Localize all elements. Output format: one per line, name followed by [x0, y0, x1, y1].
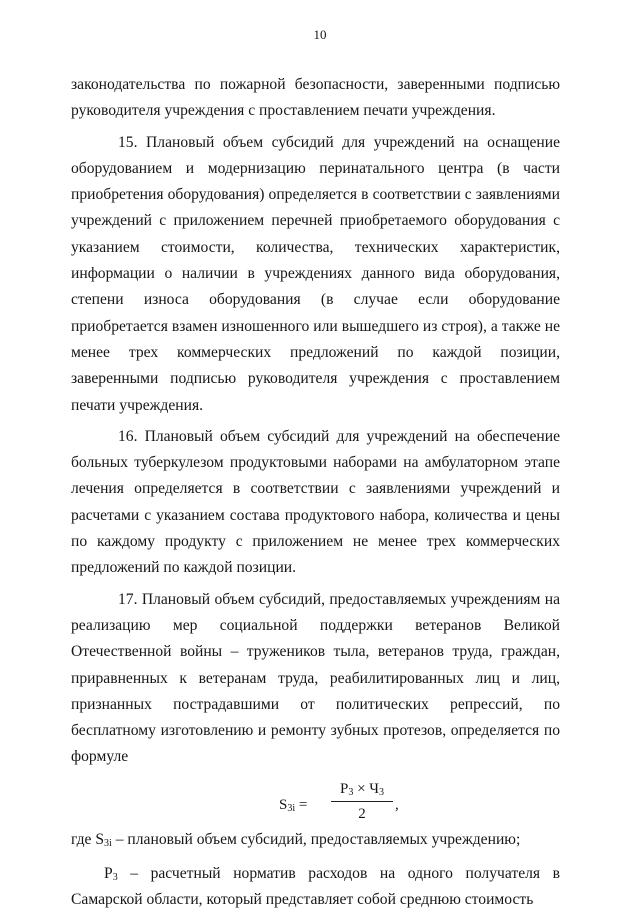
paragraph-15: 15. Плановый объем субсидий для учреждений на оснащение оборудованием и модернизацию перинатального центра (в части приобретения оборудования) определяется в соответствии с заявлениями учреждений с приложением перечней приобретаемого оборудования с указанием стоимости, количества, технических характеристик, информации о наличии в учреждениях данного вида оборудования, степени износа оборудования (в случае если оборудование приобретается взамен изношенного или вышедшего из строя), а также не менее трех коммерческих предложений по каждой позиции, заверенными подписью руководителя учреждения с проставлением печати учреждения.	[71, 133, 560, 414]
formula-lhs: $S_{3i}$ =	[279, 796, 308, 814]
p3-definition-line	[71, 861, 560, 887]
p3-word: в	[552, 865, 560, 883]
p3-word: –	[130, 865, 139, 883]
p3-word: получателя	[465, 865, 541, 883]
formula-fraction	[331, 779, 393, 824]
where-definition: где $S_{3i}$ – плановый объем субсидий, предоставляемых учреждению;	[71, 830, 521, 849]
paragraph-16: 16. Плановый объем субсидий для учреждений на обеспечение больных туберкулезом продуктовыми наборами на амбулаторном этапе лечения определяется в соответствии с заявлениями учреждений и расчетами с указанием состава продуктового набора, количества и цены по каждому продукту с приложением не менее трех коммерческих предложений по каждой позиции.	[71, 427, 560, 577]
page-number: 10	[313, 27, 327, 42]
p3-word: на	[379, 865, 396, 883]
p3-definition-continuation: Самарской области, который представляет собой среднюю стоимость	[71, 891, 534, 909]
formula-trailing-comma: ,	[395, 796, 399, 813]
p3-symbol: $Р_3$	[104, 865, 118, 884]
formula-numerator: $Р_3 \times Ч_3$	[339, 780, 385, 798]
p3-word: одного	[407, 865, 453, 883]
formula-s3i	[71, 781, 560, 827]
p3-word: расходов	[308, 865, 368, 883]
formula-denominator: 2	[358, 805, 366, 822]
document-body	[71, 72, 560, 914]
p3-word: норматив	[233, 865, 296, 883]
paragraph-17: 17. Плановый объем субсидий, предоставляемых учреждениям на реализацию мер социальной поддержки ветеранов Великой Отечественной войны – тружеников тыла, ветеранов труда, граждан, приравненных к ветеранам труда, реабилитированных лиц и лиц, признанных пострадавшими от политических репрессий, по бесплатному изготовлению и ремонту зубных протезов, определяется по формуле	[71, 590, 560, 766]
p3-word: расчетный	[150, 865, 221, 883]
fraction-bar	[331, 801, 393, 802]
paragraph-continuation: законодательства по пожарной безопасности, заверенными подписью руководителя учреждения с проставлением печати учреждения.	[71, 76, 560, 120]
